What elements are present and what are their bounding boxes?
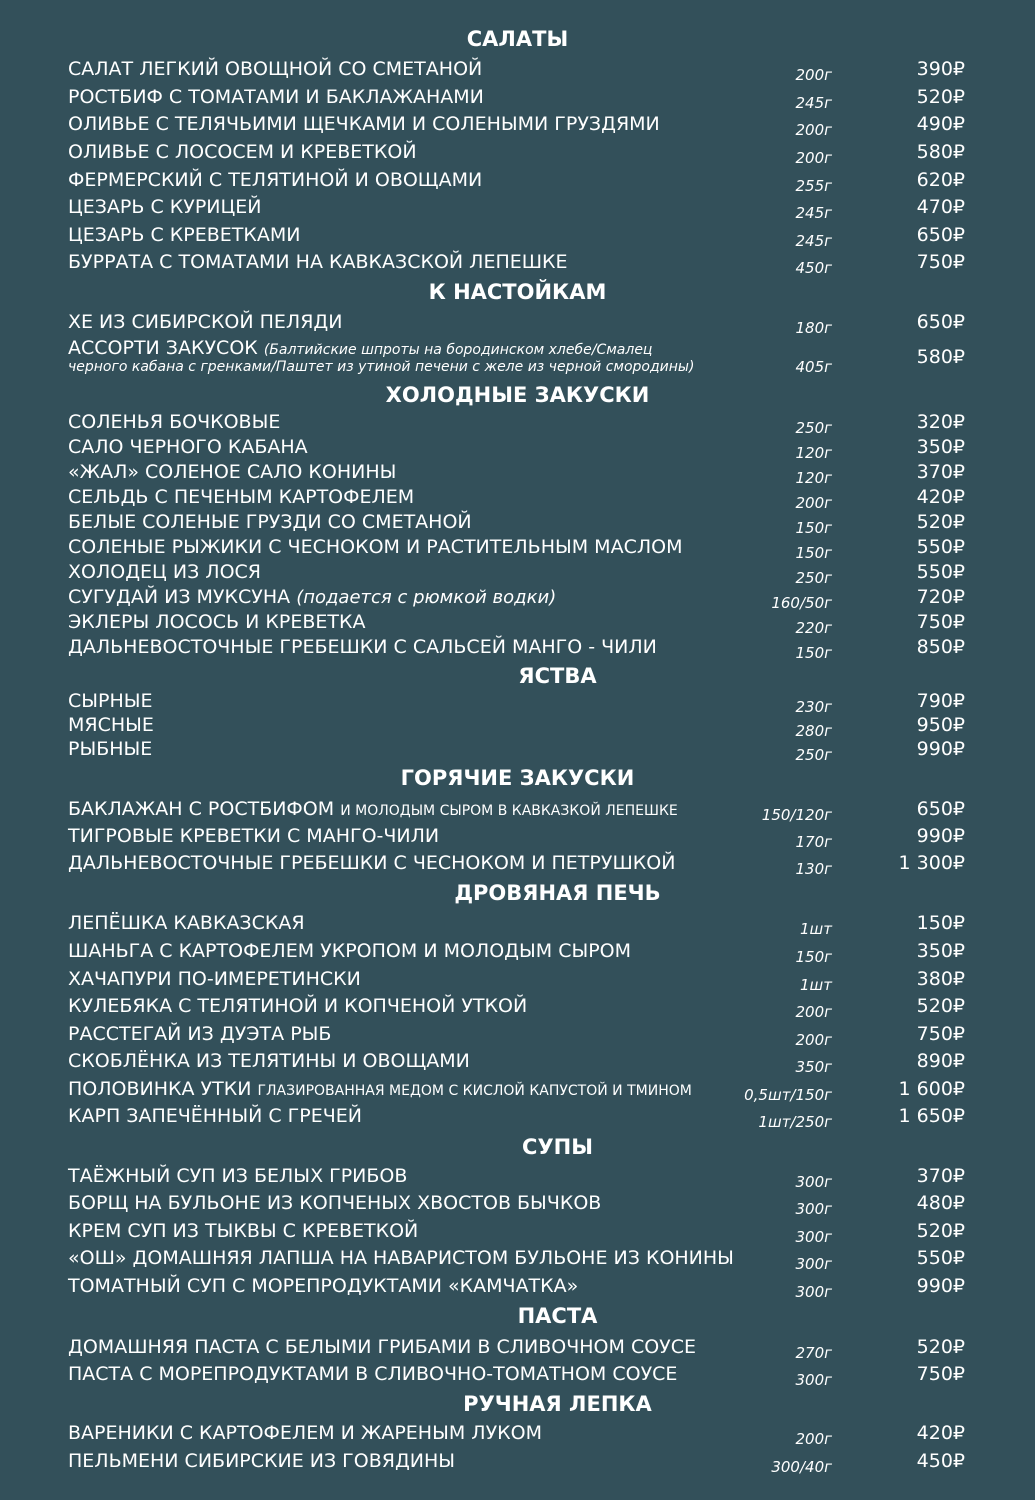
item-title: ШАНЬГА С КАРТОФЕЛЕМ УКРОПОМ И МОЛОДЫМ СЫРОМ (68, 940, 632, 962)
item-price: 520₽ (916, 86, 965, 108)
item-name (68, 911, 305, 935)
item-title: ХЕ ИЗ СИБИРСКОЙ ПЕЛЯДИ (68, 311, 343, 333)
item-title: РАССТЕГАЙ ИЗ ДУЭТА РЫБ (68, 1023, 332, 1045)
menu-item-row (0, 994, 1035, 1021)
item-weight: 130г (795, 860, 832, 878)
menu-item-row (0, 824, 1035, 851)
menu-item-row (0, 435, 1035, 462)
item-name (68, 1191, 601, 1215)
item-title: КАРП ЗАПЕЧЁННЫЙ С ГРЕЧЕЙ (68, 1105, 362, 1127)
item-price: 850₽ (916, 636, 965, 658)
menu-item-row (0, 1335, 1035, 1362)
item-title: СОЛЕНЬЯ БОЧКОВЫЕ (68, 411, 281, 433)
item-note: (подается с рюмкой водки) (296, 587, 557, 608)
item-weight: 150г (795, 519, 832, 537)
section-title: РУЧНАЯ ЛЕПКА (463, 1392, 652, 1416)
item-title: БЕЛЫЕ СОЛЕНЫЕ ГРУЗДИ СО СМЕТАНОЙ (68, 511, 472, 533)
menu-item-row (0, 223, 1035, 250)
menu-item-row (0, 1104, 1035, 1131)
item-title: СУГУДАЙ ИЗ МУКСУНА (68, 586, 291, 608)
item-weight: 405г (795, 358, 832, 376)
menu-item-row (0, 797, 1035, 824)
item-weight: 150/120г (761, 806, 832, 824)
item-title: ЭКЛЕРЫ ЛОСОСЬ И КРЕВЕТКА (68, 611, 366, 633)
item-price: 990₽ (916, 825, 965, 847)
item-name-line (68, 337, 694, 359)
item-name (68, 689, 153, 713)
item-weight: 180г (795, 319, 832, 337)
item-title: ОЛИВЬЕ С ТЕЛЯЧЬИМИ ЩЕЧКАМИ И СОЛЕНЫМИ ГРУЗДЯМИ (68, 113, 660, 135)
item-price: 420₽ (916, 1422, 965, 1444)
item-name (68, 85, 484, 109)
item-weight: 170г (795, 833, 832, 851)
item-name (68, 1049, 470, 1073)
item-weight: 220г (795, 619, 832, 637)
item-weight: 245г (795, 94, 832, 112)
item-title: БОРЩ НА БУЛЬОНЕ ИЗ КОПЧЕНЫХ ХВОСТОВ БЫЧКОВ (68, 1192, 602, 1214)
item-price: 550₽ (916, 561, 965, 583)
item-name (68, 168, 482, 192)
item-title: ДАЛЬНЕВОСТОЧНЫЕ ГРЕБЕШКИ С ЧЕСНОКОМ И ПЕТРУШКОЙ (68, 852, 676, 874)
item-title: ДАЛЬНЕВОСТОЧНЫЕ ГРЕБЕШКИ С САЛЬСЕЙ МАНГО - ЧИЛИ (68, 636, 657, 658)
item-price: 1 300₽ (898, 852, 965, 874)
item-name (68, 737, 152, 761)
menu-item-row (0, 689, 1035, 716)
item-weight: 150г (795, 948, 832, 966)
item-title: ВАРЕНИКИ С КАРТОФЕЛЕМ И ЖАРЕНЫМ ЛУКОМ (68, 1422, 542, 1444)
item-title: САЛО ЧЕРНОГО КАБАНА (68, 436, 308, 458)
item-price: 350₽ (916, 436, 965, 458)
item-price: 480₽ (916, 1192, 965, 1214)
item-price: 990₽ (916, 738, 965, 760)
item-price: 370₽ (916, 1165, 965, 1187)
item-title: АССОРТИ ЗАКУСОК (68, 337, 258, 359)
item-weight: 1шт (799, 976, 832, 994)
item-title: САЛАТ ЛЕГКИЙ ОВОЩНОЙ СО СМЕТАНОЙ (68, 58, 483, 80)
menu-item-row (0, 1449, 1035, 1476)
item-price: 650₽ (916, 224, 965, 246)
item-name (68, 610, 365, 634)
section-title: ДРОВЯНАЯ ПЕЧЬ (454, 881, 661, 905)
item-title: РЫБНЫЕ (68, 738, 153, 760)
section-title: ХОЛОДНЫЕ ЗАКУСКИ (385, 383, 650, 407)
item-price: 950₽ (916, 714, 965, 736)
item-name (68, 994, 527, 1018)
item-description: ГЛАЗИРОВАННАЯ МЕДОМ С КИСЛОЙ КАПУСТОЙ И ТМИНОМ (257, 1083, 692, 1099)
menu-item-row (0, 510, 1035, 537)
item-title: КУЛЕБЯКА С ТЕЛЯТИНОЙ И КОПЧЕНОЙ УТКОЙ (68, 995, 528, 1017)
item-weight: 230г (795, 698, 832, 716)
item-name (68, 250, 568, 274)
menu-item-row (0, 713, 1035, 740)
item-weight: 200г (795, 1430, 832, 1448)
section-title: К НАСТОЙКАМ (428, 280, 607, 304)
item-title: БАКЛАЖАН С РОСТБИФОМ (68, 798, 335, 820)
item-name (68, 460, 396, 484)
item-weight: 120г (795, 444, 832, 462)
item-weight: 350г (795, 1058, 832, 1076)
item-weight: 150г (795, 544, 832, 562)
section-title: ПАСТА (517, 1304, 598, 1328)
item-title: ТИГРОВЫЕ КРЕВЕТКИ С МАНГО-ЧИЛИ (68, 825, 440, 847)
menu-item-row (0, 585, 1035, 612)
item-name (68, 1164, 407, 1188)
item-weight: 280г (795, 722, 832, 740)
item-name (68, 112, 660, 136)
item-name (68, 635, 657, 659)
item-weight: 1шт/250г (758, 1113, 832, 1131)
menu-item-row (0, 535, 1035, 562)
item-weight: 300г (795, 1255, 832, 1273)
item-weight: 0,5шт/150г (744, 1086, 832, 1104)
item-weight: 200г (795, 494, 832, 512)
item-name (68, 485, 414, 509)
item-description: черного кабана с гренками/Паштет из утиной печени с желе из черной смородины) (68, 359, 695, 375)
item-title: ЦЕЗАРЬ С КУРИЦЕЙ (68, 196, 262, 218)
menu-item-row (0, 85, 1035, 112)
item-price: 550₽ (916, 1247, 965, 1269)
menu-item-row (0, 1421, 1035, 1448)
item-title: СЫРНЫЕ (68, 690, 153, 712)
menu-item-row (0, 1274, 1035, 1301)
item-title: МЯСНЫЕ (68, 714, 154, 736)
item-name (68, 1274, 578, 1298)
item-weight: 160/50г (771, 594, 832, 612)
item-title: ЛЕПЁШКА КАВКАЗСКАЯ (68, 912, 305, 934)
item-price: 750₽ (916, 1363, 965, 1385)
item-title: ПЕЛЬМЕНИ СИБИРСКИЕ ИЗ ГОВЯДИНЫ (68, 1450, 456, 1472)
item-price: 750₽ (916, 251, 965, 273)
item-name (68, 435, 308, 459)
item-weight: 300г (795, 1200, 832, 1218)
item-price: 650₽ (916, 798, 965, 820)
item-description: И МОЛОДЫМ СЫРОМ В КАВКАЗКОЙ ЛЕПЕШКЕ (340, 803, 678, 819)
item-price: 580₽ (916, 141, 965, 163)
menu-item-row (0, 460, 1035, 487)
item-title: ПАСТА С МОРЕПРОДУКТАМИ В СЛИВОЧНО-ТОМАТНОМ СОУСЕ (68, 1363, 678, 1385)
item-name (68, 1246, 734, 1270)
item-price: 720₽ (916, 586, 965, 608)
item-name (68, 939, 631, 963)
item-name (68, 797, 678, 821)
item-price: 420₽ (916, 486, 965, 508)
item-name (68, 140, 417, 164)
item-title: ПОЛОВИНКА УТКИ (68, 1078, 252, 1100)
item-name (68, 560, 261, 584)
item-title: РОСТБИФ С ТОМАТАМИ И БАКЛАЖАНАМИ (68, 86, 484, 108)
item-name (68, 510, 472, 534)
menu-item-row (0, 1246, 1035, 1273)
item-price: 520₽ (916, 1336, 965, 1358)
item-name (68, 223, 300, 247)
item-name (68, 824, 439, 848)
item-name (68, 585, 556, 609)
menu-item-row (0, 1077, 1035, 1104)
item-name (68, 410, 280, 434)
menu-item-row (0, 851, 1035, 878)
item-weight: 255г (795, 177, 832, 195)
item-title: ХАЧАПУРИ ПО-ИМЕРЕТИНСКИ (68, 968, 361, 990)
item-price: 370₽ (916, 461, 965, 483)
item-name (68, 1104, 362, 1128)
item-weight: 1шт (799, 920, 832, 938)
item-price: 1 600₽ (898, 1078, 965, 1100)
item-price: 490₽ (916, 113, 965, 135)
item-weight: 150г (795, 644, 832, 662)
item-price: 520₽ (916, 511, 965, 533)
item-description: (Балтийские шпроты на бородинском хлебе/Смалец (263, 342, 653, 358)
item-name (68, 1421, 542, 1445)
menu-item-row (0, 168, 1035, 195)
item-price: 620₽ (916, 169, 965, 191)
item-weight: 200г (795, 149, 832, 167)
item-price: 550₽ (916, 536, 965, 558)
menu-item-row (0, 1022, 1035, 1049)
section-title: ЯСТВА (518, 664, 597, 688)
item-title: СЕЛЬДЬ С ПЕЧЕНЫМ КАРТОФЕЛЕМ (68, 486, 415, 508)
item-title: ДОМАШНЯЯ ПАСТА С БЕЛЫМИ ГРИБАМИ В СЛИВОЧНОМ СОУСЕ (68, 1336, 697, 1358)
menu-item-row (0, 1219, 1035, 1246)
item-price: 580₽ (916, 346, 965, 368)
item-name (68, 1077, 692, 1101)
menu-item-row (0, 337, 1035, 377)
item-name (68, 1219, 418, 1243)
menu-item-row (0, 195, 1035, 222)
item-title: ОЛИВЬЕ С ЛОСОСЕМ И КРЕВЕТКОЙ (68, 141, 417, 163)
section-title: СУПЫ (522, 1135, 593, 1159)
section-title: САЛАТЫ (466, 27, 569, 51)
item-name (68, 1335, 696, 1359)
item-title: «ЖАЛ» СОЛЕНОЕ САЛО КОНИНЫ (68, 461, 397, 483)
menu-item-row (0, 410, 1035, 437)
menu-item-row (0, 485, 1035, 512)
item-title: ЦЕЗАРЬ С КРЕВЕТКАМИ (68, 224, 301, 246)
menu-item-row (0, 250, 1035, 277)
item-weight: 250г (795, 569, 832, 587)
item-price: 650₽ (916, 311, 965, 333)
item-weight: 250г (795, 419, 832, 437)
item-title: СКОБЛЁНКА ИЗ ТЕЛЯТИНЫ И ОВОЩАМИ (68, 1050, 470, 1072)
item-title: ТОМАТНЫЙ СУП С МОРЕПРОДУКТАМИ «КАМЧАТКА» (68, 1275, 579, 1297)
item-weight: 300/40г (771, 1458, 832, 1476)
item-title: СОЛЕНЫЕ РЫЖИКИ С ЧЕСНОКОМ И РАСТИТЕЛЬНЫМ МАСЛОМ (68, 536, 683, 558)
item-name (68, 535, 682, 559)
item-weight: 245г (795, 204, 832, 222)
menu-item-row (0, 310, 1035, 337)
item-weight: 120г (795, 469, 832, 487)
item-price: 1 650₽ (898, 1105, 965, 1127)
item-name (68, 967, 361, 991)
section-title: ГОРЯЧИЕ ЗАКУСКИ (400, 766, 635, 790)
item-price: 750₽ (916, 1023, 965, 1045)
menu-item-row (0, 911, 1035, 938)
item-weight: 300г (795, 1371, 832, 1389)
item-name (68, 851, 675, 875)
item-weight: 270г (795, 1344, 832, 1362)
item-name (68, 310, 342, 334)
item-name (68, 1022, 331, 1046)
menu-item-row (0, 967, 1035, 994)
item-price: 750₽ (916, 611, 965, 633)
item-weight: 300г (795, 1173, 832, 1191)
item-weight: 245г (795, 232, 832, 250)
item-price: 890₽ (916, 1050, 965, 1072)
item-title: ФЕРМЕРСКИЙ С ТЕЛЯТИНОЙ И ОВОЩАМИ (68, 169, 483, 191)
menu-item-row (0, 737, 1035, 764)
item-title: БУРРАТА С ТОМАТАМИ НА КАВКАЗСКОЙ ЛЕПЕШКЕ (68, 251, 568, 273)
menu-item-row (0, 1049, 1035, 1076)
menu-item-row (0, 939, 1035, 966)
item-name (68, 57, 482, 81)
item-price: 450₽ (916, 1450, 965, 1472)
menu-item-row (0, 57, 1035, 84)
menu-item-row (0, 635, 1035, 662)
item-title: «ОШ» ДОМАШНЯЯ ЛАПША НА НАВАРИСТОМ БУЛЬОНЕ ИЗ КОНИНЫ (68, 1247, 734, 1269)
item-title: ТАЁЖНЫЙ СУП ИЗ БЕЛЫХ ГРИБОВ (68, 1165, 408, 1187)
item-price: 150₽ (916, 912, 965, 934)
item-price: 990₽ (916, 1275, 965, 1297)
item-price: 350₽ (916, 940, 965, 962)
item-price: 380₽ (916, 968, 965, 990)
menu-item-row (0, 560, 1035, 587)
item-price: 790₽ (916, 690, 965, 712)
item-weight: 450г (795, 259, 832, 277)
menu-item-row (0, 610, 1035, 637)
item-title: КРЕМ СУП ИЗ ТЫКВЫ С КРЕВЕТКОЙ (68, 1220, 419, 1242)
item-weight: 200г (795, 66, 832, 84)
menu-item-row (0, 140, 1035, 167)
menu-item-row (0, 1362, 1035, 1389)
item-name (68, 1449, 455, 1473)
item-weight: 250г (795, 746, 832, 764)
item-price: 520₽ (916, 1220, 965, 1242)
item-weight: 200г (795, 121, 832, 139)
item-name (68, 195, 261, 219)
item-weight: 300г (795, 1283, 832, 1301)
item-weight: 200г (795, 1031, 832, 1049)
item-price: 520₽ (916, 995, 965, 1017)
menu-item-row (0, 1191, 1035, 1218)
item-title: ХОЛОДЕЦ ИЗ ЛОСЯ (68, 561, 261, 583)
item-name (68, 713, 154, 737)
item-weight: 200г (795, 1003, 832, 1021)
item-name (68, 337, 694, 377)
item-weight: 300г (795, 1228, 832, 1246)
menu-item-row (0, 112, 1035, 139)
item-name (68, 1362, 677, 1386)
item-price: 320₽ (916, 411, 965, 433)
item-price: 470₽ (916, 196, 965, 218)
item-price: 390₽ (916, 58, 965, 80)
menu-item-row (0, 1164, 1035, 1191)
